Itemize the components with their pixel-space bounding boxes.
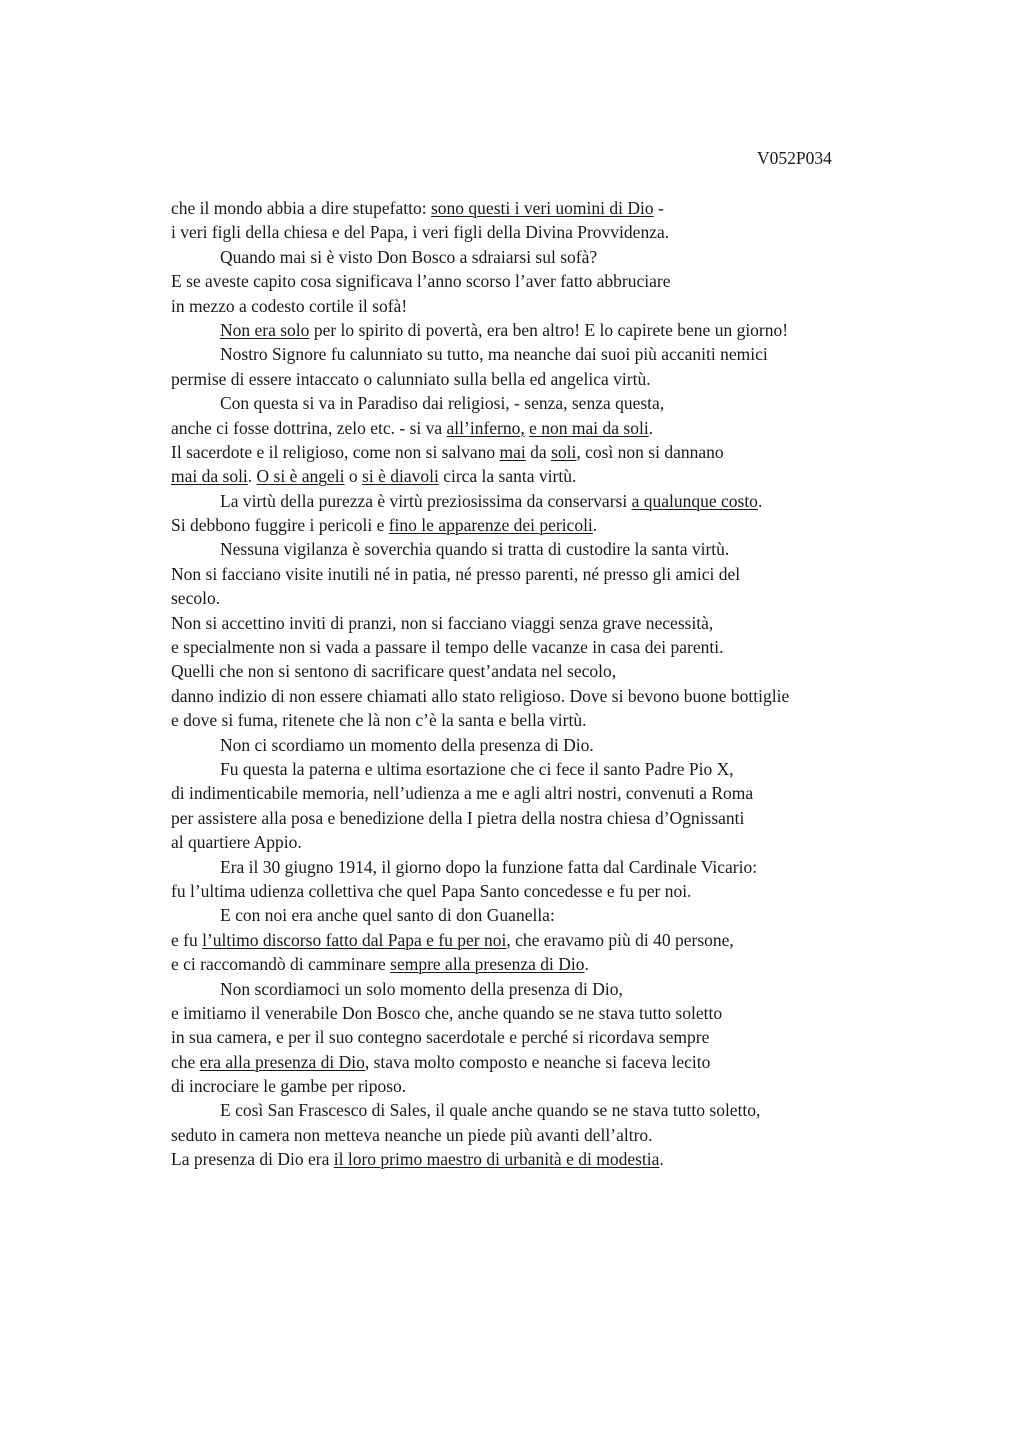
text-segment: . (757, 490, 763, 511)
text-line (171, 196, 971, 220)
underlined-phrase: sono questi i veri uomini di Dio (431, 198, 654, 218)
text-segment: e imitiamo il venerabile Don Bosco che, anche quando se ne stava tutto soletto (171, 1002, 723, 1023)
text-line (171, 586, 971, 610)
paragraph-first-line (171, 733, 971, 757)
text-line (171, 294, 971, 318)
text-line (171, 781, 971, 805)
text-segment: i veri figli della chiesa e del Papa, i veri figli della Divina Provvidenza. (171, 222, 670, 243)
text-segment: Non si facciano visite inutili né in patia, né presso parenti, né presso gli amici del (171, 563, 741, 584)
text-segment: Il sacerdote e il religioso, come non si salvano (171, 441, 500, 462)
underlined-phrase: mai da soli (171, 466, 248, 487)
text-line (171, 659, 971, 683)
underlined-phrase: sempre alla presenza di Dio (390, 954, 585, 975)
paragraph-first-line (171, 342, 971, 366)
text-line (171, 708, 971, 732)
text-line (171, 269, 971, 293)
text-line (171, 928, 971, 952)
text-segment: di incrociare le gambe per riposo. (171, 1076, 407, 1097)
underlined-phrase: soli (551, 441, 577, 462)
text-segment: da (525, 441, 552, 462)
text-segment: al quartiere Appio. (171, 832, 302, 853)
text-segment: anche ci fosse dottrina, zelo etc. - si va (171, 417, 447, 438)
paragraph-first-line (171, 977, 971, 1001)
text-line (171, 1147, 971, 1171)
paragraph-first-line (171, 318, 971, 342)
paragraph-first-line (171, 489, 971, 513)
underlined-phrase: all’inferno, (446, 417, 525, 438)
text-line (171, 1050, 971, 1074)
text-line (171, 562, 971, 586)
underlined-phrase: e non mai da soli (529, 417, 649, 438)
text-segment: seduto in camera non metteva neanche un piede più avanti dell’altro. (171, 1124, 653, 1145)
text-segment: La presenza di Dio era (171, 1149, 334, 1170)
paragraph-first-line (171, 1098, 971, 1122)
text-line (171, 513, 971, 537)
underlined-phrase: a qualunque costo (631, 490, 758, 511)
text-segment: , così non si dannano (576, 441, 724, 462)
text-segment: e specialmente non si vada a passare il tempo delle vacanze in casa dei parenti. (171, 637, 724, 658)
text-segment: , che eravamo più di 40 persone, (506, 929, 734, 950)
text-segment: La virtù della purezza è virtù preziosissima da conservarsi (220, 490, 632, 511)
underlined-phrase: si è diavoli (362, 466, 439, 487)
underlined-phrase: Non era solo (220, 319, 310, 340)
paragraph-first-line (171, 903, 971, 927)
text-segment: . (648, 417, 654, 438)
underlined-phrase: l’ultimo discorso fatto dal Papa e fu per noi (202, 929, 507, 950)
text-segment: Non scordiamoci un solo momento della presenza di Dio, (220, 978, 623, 999)
text-line (171, 1074, 971, 1098)
text-segment: . (592, 515, 598, 536)
text-segment: Era il 30 giugno 1914, il giorno dopo la funzione fatta dal Cardinale Vicario: (220, 856, 758, 877)
page-id-label: V052P034 (757, 148, 832, 168)
text-line (171, 464, 971, 488)
text-segment: fu l’ultima udienza collettiva che quel Papa Santo concedesse e fu per noi. (171, 880, 692, 901)
text-segment: Quelli che non si sentono di sacrificare quest’andata nel secolo, (171, 661, 617, 682)
text-line (171, 1001, 971, 1025)
text-segment: E se aveste capito cosa significava l’anno scorso l’aver fatto abbruciare (171, 271, 671, 292)
text-segment: Con questa si va in Paradiso dai religiosi, - senza, senza questa, (220, 393, 665, 414)
text-line (171, 220, 971, 244)
text-line (171, 611, 971, 635)
text-line (171, 830, 971, 854)
document-body (171, 196, 971, 1172)
text-segment: secolo. (171, 588, 221, 609)
text-segment: circa la santa virtù. (438, 466, 577, 487)
paragraph-first-line (171, 391, 971, 415)
text-segment: in sua camera, e per il suo contegno sacerdotale e perché si ricordava sempre (171, 1027, 710, 1048)
text-segment: E con noi era anche quel santo di don Guanella: (220, 905, 555, 926)
text-segment: permise di essere intaccato o calunniato sulla bella ed angelica virtù. (171, 368, 651, 389)
text-line (171, 806, 971, 830)
paragraph-first-line (171, 757, 971, 781)
text-segment: e ci raccomandò di camminare (171, 954, 391, 975)
underlined-phrase: O si è angeli (256, 466, 345, 487)
text-segment: danno indizio di non essere chiamati allo stato religioso. Dove si bevono buone bottiglie (171, 685, 790, 706)
text-segment: che il mondo abbia a dire stupefatto: (171, 198, 431, 218)
text-segment: Nostro Signore fu calunniato su tutto, ma neanche dai suoi più accaniti nemici (220, 344, 768, 365)
text-segment: E così San Frascesco di Sales, il quale anche quando se ne stava tutto soletto, (220, 1100, 761, 1121)
text-segment: e dove si fuma, ritenete che là non c’è la santa e bella virtù. (171, 710, 587, 731)
text-segment: di indimenticabile memoria, nell’udienza a me e agli altri nostri, convenuti a Roma (171, 783, 754, 804)
text-line (171, 416, 971, 440)
underlined-phrase: fino le apparenze dei pericoli (388, 515, 593, 536)
text-segment: che (171, 1051, 200, 1072)
text-segment: Nessuna vigilanza è soverchia quando si tratta di custodire la santa virtù. (220, 539, 730, 560)
text-segment: o (344, 466, 363, 487)
paragraph-first-line (171, 245, 971, 269)
text-segment: Si debbono fuggire i pericoli e (171, 515, 389, 536)
text-line (171, 1025, 971, 1049)
text-line (171, 635, 971, 659)
paragraph-first-line (171, 537, 971, 561)
text-segment: e fu (171, 929, 203, 950)
text-segment: Non ci scordiamo un momento della presenza di Dio. (220, 734, 594, 755)
text-segment: . (659, 1149, 664, 1170)
text-segment: Quando mai si è visto Don Bosco a sdraiarsi sul sofà? (220, 246, 598, 267)
text-line (171, 952, 971, 976)
text-line (171, 879, 971, 903)
text-segment: per lo spirito di povertà, era ben altro! E lo capirete bene un giorno! (309, 319, 789, 340)
paragraph-first-line (171, 855, 971, 879)
text-segment: per assistere alla posa e benedizione della I pietra della nostra chiesa d’Ognissanti (171, 807, 745, 828)
text-line (171, 440, 971, 464)
text-line (171, 684, 971, 708)
text-segment: - (653, 198, 664, 218)
text-segment: in mezzo a codesto cortile il sofà! (171, 295, 408, 316)
text-segment: . (247, 466, 257, 487)
underlined-phrase: il loro primo maestro di urbanità e di modestia (333, 1149, 660, 1170)
underlined-phrase: era alla presenza di Dio (199, 1051, 365, 1072)
text-line (171, 367, 971, 391)
text-line (171, 1123, 971, 1147)
text-segment: Fu questa la paterna e ultima esortazione che ci fece il santo Padre Pio X, (220, 758, 734, 779)
text-segment: , stava molto composto e neanche si faceva lecito (364, 1051, 711, 1072)
text-segment: . (584, 954, 589, 975)
underlined-phrase: mai (499, 441, 526, 462)
text-segment: Non si accettino inviti di pranzi, non si facciano viaggi senza grave necessità, (171, 612, 714, 633)
